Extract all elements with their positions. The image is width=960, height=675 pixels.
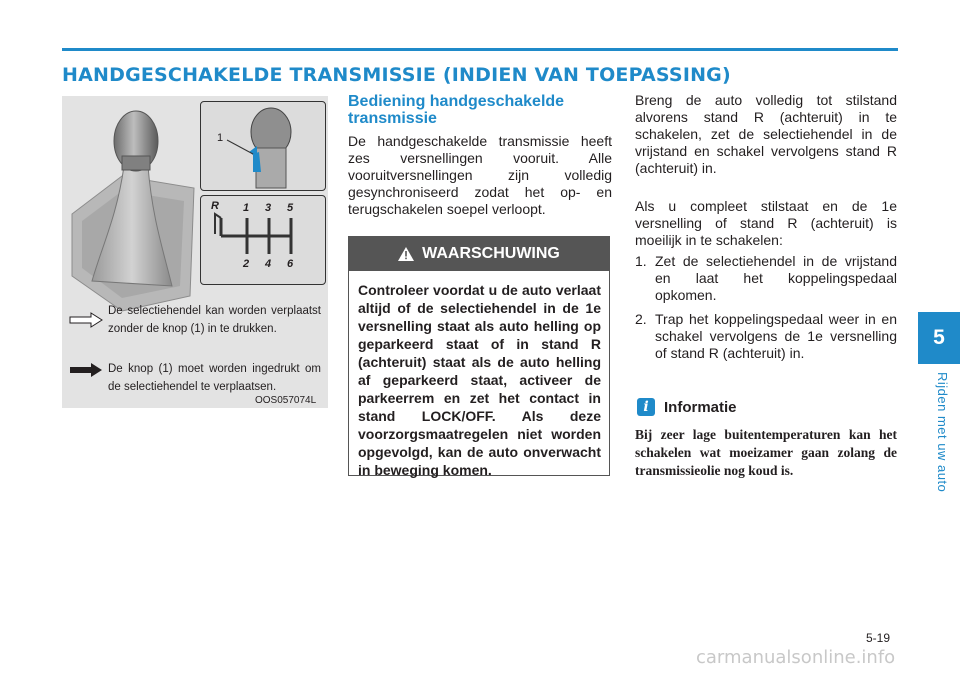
shift-pattern-diagram [201, 196, 325, 284]
gear-label-6: 6 [287, 258, 294, 270]
list-item: 2. Trap het koppelingspedaal weer in en schakel vervolgens de 1e versnelling of stand R (achteruit) in. [635, 311, 897, 361]
knob-detail-inset [200, 101, 326, 191]
difficulty-paragraph: Als u compleet stilstaat en de 1e versnelling of stand R (achteruit) is moeilijk in te schakelen: [635, 198, 897, 248]
gear-label-2: 2 [243, 258, 250, 270]
caption-with-button: De knop (1) moet worden ingedrukt om de selectiehendel te verplaatsen. [108, 363, 321, 393]
warning-header [349, 237, 609, 271]
info-header [637, 398, 737, 416]
page-number: 5-19 [866, 631, 891, 645]
figure-code: OOS057074L [255, 395, 317, 406]
gear-label-1: 1 [243, 202, 250, 214]
reverse-paragraph: Breng de auto volledig tot stilstand alvorens stand R (achteruit) in te schakelen, zet de selectiehendel in de vrijstand en schakel vervolgens stand R (achteruit) in. [635, 92, 897, 176]
outline-arrow-icon [69, 312, 103, 328]
info-title: Informatie [664, 398, 737, 416]
info-icon: i [637, 398, 655, 416]
button-callout-label: 1 [217, 132, 224, 144]
warning-box [348, 236, 610, 476]
intro-paragraph: De handgeschakelde transmissie heeft zes versnellingen vooruit. Alle vooruitversnellingen zijn volledig gesynchroniseerd zodat het op- en terugschakelen soepel verloopt. [348, 133, 612, 217]
warning-text: Controleer voordat u de auto verlaat altijd of de selectiehendel in de 1e versnelling staat als auto helling op geparkeerd staat of in stand R (achteruit) staat als de auto helling af geparkeerd staat, activeer de parkeerrem en zet het contact in stand LOCK/OFF. Als deze voorzorgsmaatregelen niet worden opgevolgd, kan de auto onverwacht in beweging komen. [358, 282, 601, 478]
warning-title: WAARSCHUWING [422, 245, 560, 262]
info-text: Bij zeer lage buitentemperaturen kan het schakelen wat moeizamer gaan zolang de transmissieolie nog koud is. [635, 427, 897, 478]
section-title: HANDGESCHAKELDE TRANSMISSIE (INDIEN VAN TOEPASSING) [62, 64, 731, 86]
list-item: 1. Zet de selectiehendel in de vrijstand en laat het koppelingspedaal opkomen. [635, 253, 897, 303]
filled-arrow-icon [69, 362, 103, 378]
top-rule [62, 48, 898, 51]
caption-without-button: De selectiehendel kan worden verplaatst zonder de knop (1) in te drukken. [108, 305, 321, 335]
shift-pattern-inset [200, 195, 326, 285]
subsection-heading: Bediening handgeschakelde transmissie [348, 93, 565, 127]
watermark: carmanualsonline.info [696, 647, 896, 668]
gear-label-4: 4 [265, 258, 272, 270]
gear-label-3: 3 [265, 202, 272, 214]
chapter-title: Rijden met uw auto [935, 372, 950, 493]
warning-triangle-icon [398, 247, 414, 261]
gear-label-5: 5 [287, 202, 294, 214]
chapter-number-tab: 5 [918, 312, 960, 364]
gear-label-r: R [211, 200, 219, 212]
knob-button-illustration [201, 102, 325, 190]
